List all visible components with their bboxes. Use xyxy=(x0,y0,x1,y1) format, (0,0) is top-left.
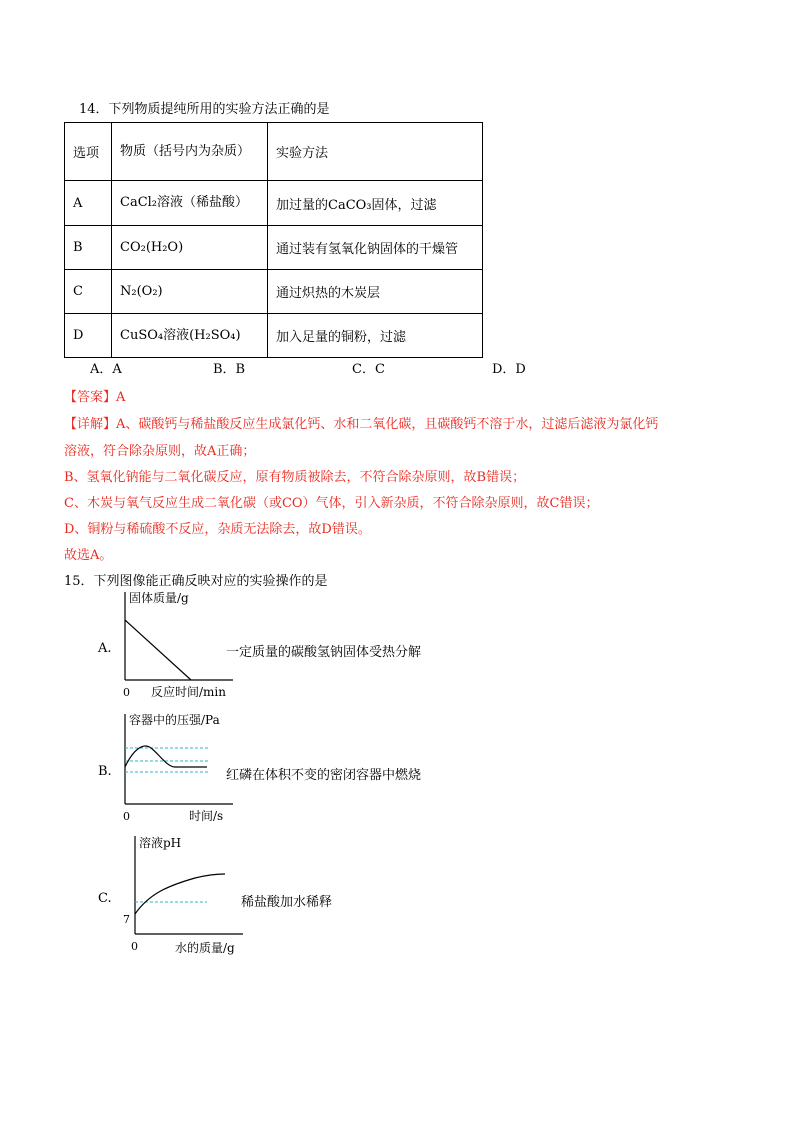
pressure-curve xyxy=(125,746,207,767)
graph-a-origin: 0 xyxy=(123,686,130,699)
detail-line: B、氢氧化钠能与二氧化碳反应，原有物质被除去，不符合除杂原则，故B错误； xyxy=(64,470,526,485)
graph-c-tick-7: 7 xyxy=(123,913,130,926)
row-method: 通过装有氢氧化钠固体的干燥管 xyxy=(268,226,483,270)
row-substance: CaCl₂溶液（稀盐酸） xyxy=(112,181,268,226)
ph-curve xyxy=(135,874,225,914)
row-substance: CO₂(H₂O) xyxy=(112,226,268,270)
conclusion-line: 故选A。 xyxy=(64,548,113,563)
row-option: D xyxy=(65,314,112,358)
answer-line: 【答案】A xyxy=(64,390,126,405)
table-row xyxy=(65,314,483,358)
graph-b-origin: 0 xyxy=(123,810,130,823)
header-option: 选项 xyxy=(65,123,112,181)
detail-line: 【详解】A、碳酸钙与稀盐酸反应生成氯化钙、水和二氧化碳，且碳酸钙不溶于水，过滤后滤液为氯化钙 xyxy=(64,417,659,432)
graph-a-letter: A. xyxy=(98,641,112,656)
row-option: A xyxy=(65,181,112,226)
table-row xyxy=(65,181,483,226)
table-row xyxy=(65,270,483,314)
detail-line: D、铜粉与稀硫酸不反应，杂质无法除去，故D错误。 xyxy=(64,522,371,537)
graph-c-ylabel: 溶液pH xyxy=(139,836,182,850)
graph-b-letter: B. xyxy=(98,764,112,779)
choice-b: B．B xyxy=(213,362,246,377)
row-method: 通过炽热的木炭层 xyxy=(268,270,483,314)
row-substance: CuSO₄溶液(H₂SO₄) xyxy=(112,314,268,358)
row-substance: N₂(O₂) xyxy=(112,270,268,314)
graph-b-xlabel: 时间/s xyxy=(189,809,224,823)
graph-a-xlabel: 反应时间/min xyxy=(151,685,226,699)
graph-b-ylabel: 容器中的压强/Pa xyxy=(129,713,220,727)
choice-d: D．D xyxy=(492,362,526,377)
graph-c-origin: 0 xyxy=(131,940,138,953)
graph-a-description: 一定质量的碳酸氢钠固体受热分解 xyxy=(226,645,422,660)
table-row xyxy=(65,226,483,270)
detail-line: 溶液，符合除杂原则，故A正确； xyxy=(64,444,256,459)
graph-c-xlabel: 水的质量/g xyxy=(175,941,235,955)
options-table xyxy=(64,122,483,358)
choice-c: C．C xyxy=(352,362,385,377)
header-substance: 物质（括号内为杂质） xyxy=(112,123,268,181)
header-method: 实验方法 xyxy=(268,123,483,181)
q15-title: 15．下列图像能正确反映对应的实验操作的是 xyxy=(64,574,328,589)
decomposition-line xyxy=(125,620,191,680)
row-method: 加入足量的铜粉，过滤 xyxy=(268,314,483,358)
choice-a: A．A xyxy=(90,362,122,377)
q14-title: 14．下列物质提纯所用的实验方法正确的是 xyxy=(79,102,330,117)
graph-b-description: 红磷在体积不变的密闭容器中燃烧 xyxy=(226,768,422,783)
row-method: 加过量的CaCO₃固体，过滤 xyxy=(268,181,483,226)
graph-a-ylabel: 固体质量/g xyxy=(129,591,189,605)
graph-c-description: 稀盐酸加水稀释 xyxy=(241,895,333,910)
table-header-row xyxy=(65,123,483,181)
row-option: C xyxy=(65,270,112,314)
detail-line: C、木炭与氧气反应生成二氧化碳（或CO）气体，引入新杂质，不符合除杂原则，故C错误； xyxy=(64,496,599,511)
graph-c-letter: C. xyxy=(98,891,112,906)
row-option: B xyxy=(65,226,112,270)
